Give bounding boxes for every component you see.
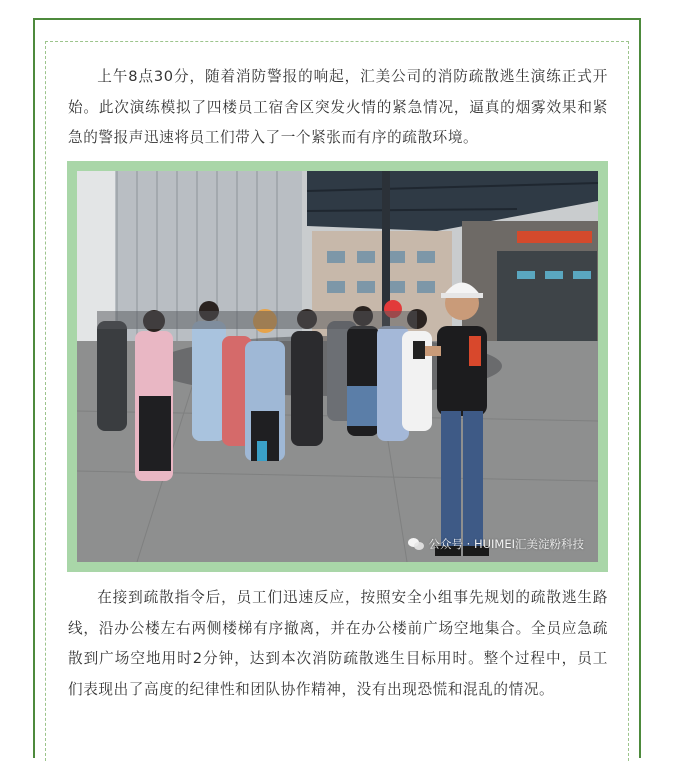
photo-frame xyxy=(67,161,608,572)
wechat-icon xyxy=(408,538,424,551)
drill-photo[interactable] xyxy=(77,171,598,562)
article-paragraph-1: 上午8点30分，随着消防警报的响起，汇美公司的消防疏散逃生演练正式开始。此次演练模拟了四楼员工宿舍区突发火情的紧急情况，逼真的烟雾效果和紧急的警报声迅速将员工们带入了一个紧张而有序的疏散环境。 xyxy=(68,68,608,146)
drill-scene-illustration xyxy=(77,171,598,562)
article-paragraph-2: 在接到疏散指令后，员工们迅速反应，按照安全小组事先规划的疏散逃生路线，沿办公楼左右两侧楼梯有序撤离，并在办公楼前广场空地集合。全员应急疏散到广场空地用时2分钟，达到本次消防疏散逃生目标用时。整个过程中，员工们表现出了高度的纪律性和团队协作精神，没有出现恐慌和混乱的情况。 xyxy=(68,589,608,698)
watermark-text: 公众号 · HUIMEI汇美淀粉科技 xyxy=(428,537,584,551)
photo-watermark xyxy=(408,536,584,552)
